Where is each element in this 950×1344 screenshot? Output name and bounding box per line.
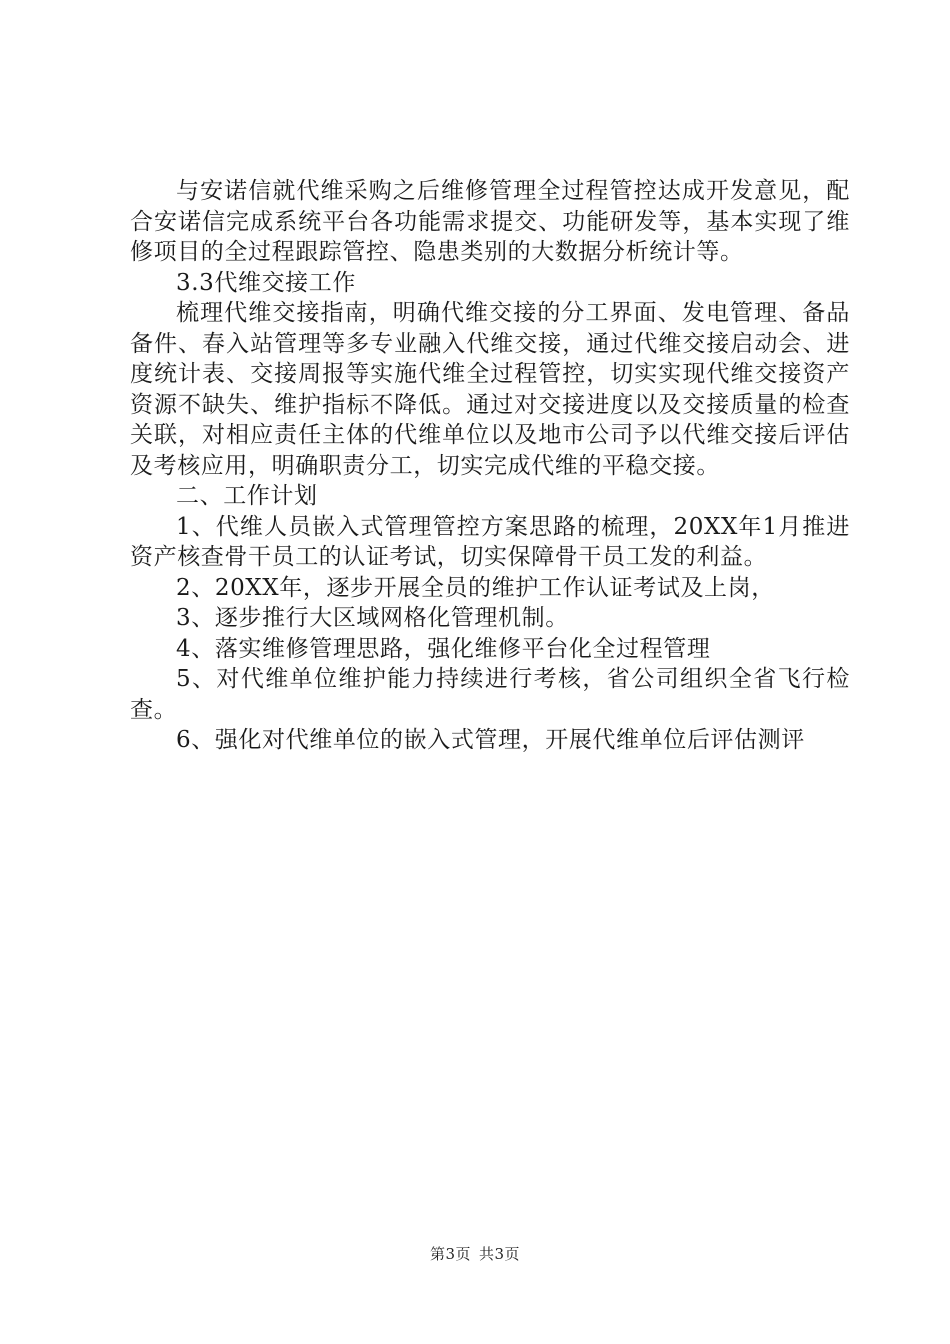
page-number-total: 共3页 [479, 1245, 521, 1263]
plan-item-4: 4、落实维修管理思路，强化维修平台化全过程管理 [176, 635, 711, 662]
paragraph-system-development: 与安诺信就代维采购之后维修管理全过程管控达成开发意见，配合安诺信完成系统平台各功能需求提交、功能研发等，基本实现了维修项目的全过程跟踪管控、隐患类别的大数据分析统计等。 [130, 178, 850, 265]
document-body [130, 176, 850, 756]
plan-item-5: 5、对代维单位维护能力持续进行考核，省公司组织全省飞行检查。 [130, 666, 850, 723]
plan-item-6: 6、强化对代维单位的嵌入式管理，开展代维单位后评估测评 [176, 727, 805, 753]
plan-item-3: 3、逐步推行大区域网格化管理机制。 [176, 605, 569, 631]
plan-item-1: 1、代维人员嵌入式管理管控方案思路的梳理，20XX年1月推进资产核查骨干员工的认证考试，切实保障骨干员工发的利益。 [130, 513, 850, 570]
plan-item-2: 2、20XX年，逐步开展全员的维护工作认证考试及上岗， [176, 574, 775, 601]
paragraph-handover-details: 梳理代维交接指南，明确代维交接的分工界面、发电管理、备品备件、春入站管理等多专业融入代维交接，通过代维交接启动会、进度统计表、交接周报等实施代维全过程管控，切实实现代维交接资产资源不缺失、维护指标不降低。通过对交接进度以及交接质量的检查关联，对相应责任主体的代维单位以及地市公司予以代维交接后评估及考核应用，明确职责分工，切实完成代维的平稳交接。 [130, 300, 850, 479]
section-heading-handover: 3.3代维交接工作 [176, 269, 356, 296]
page-number-current: 第3页 [429, 1245, 471, 1263]
page-footer [0, 1243, 950, 1264]
section-heading-work-plan: 二、工作计划 [176, 483, 318, 509]
